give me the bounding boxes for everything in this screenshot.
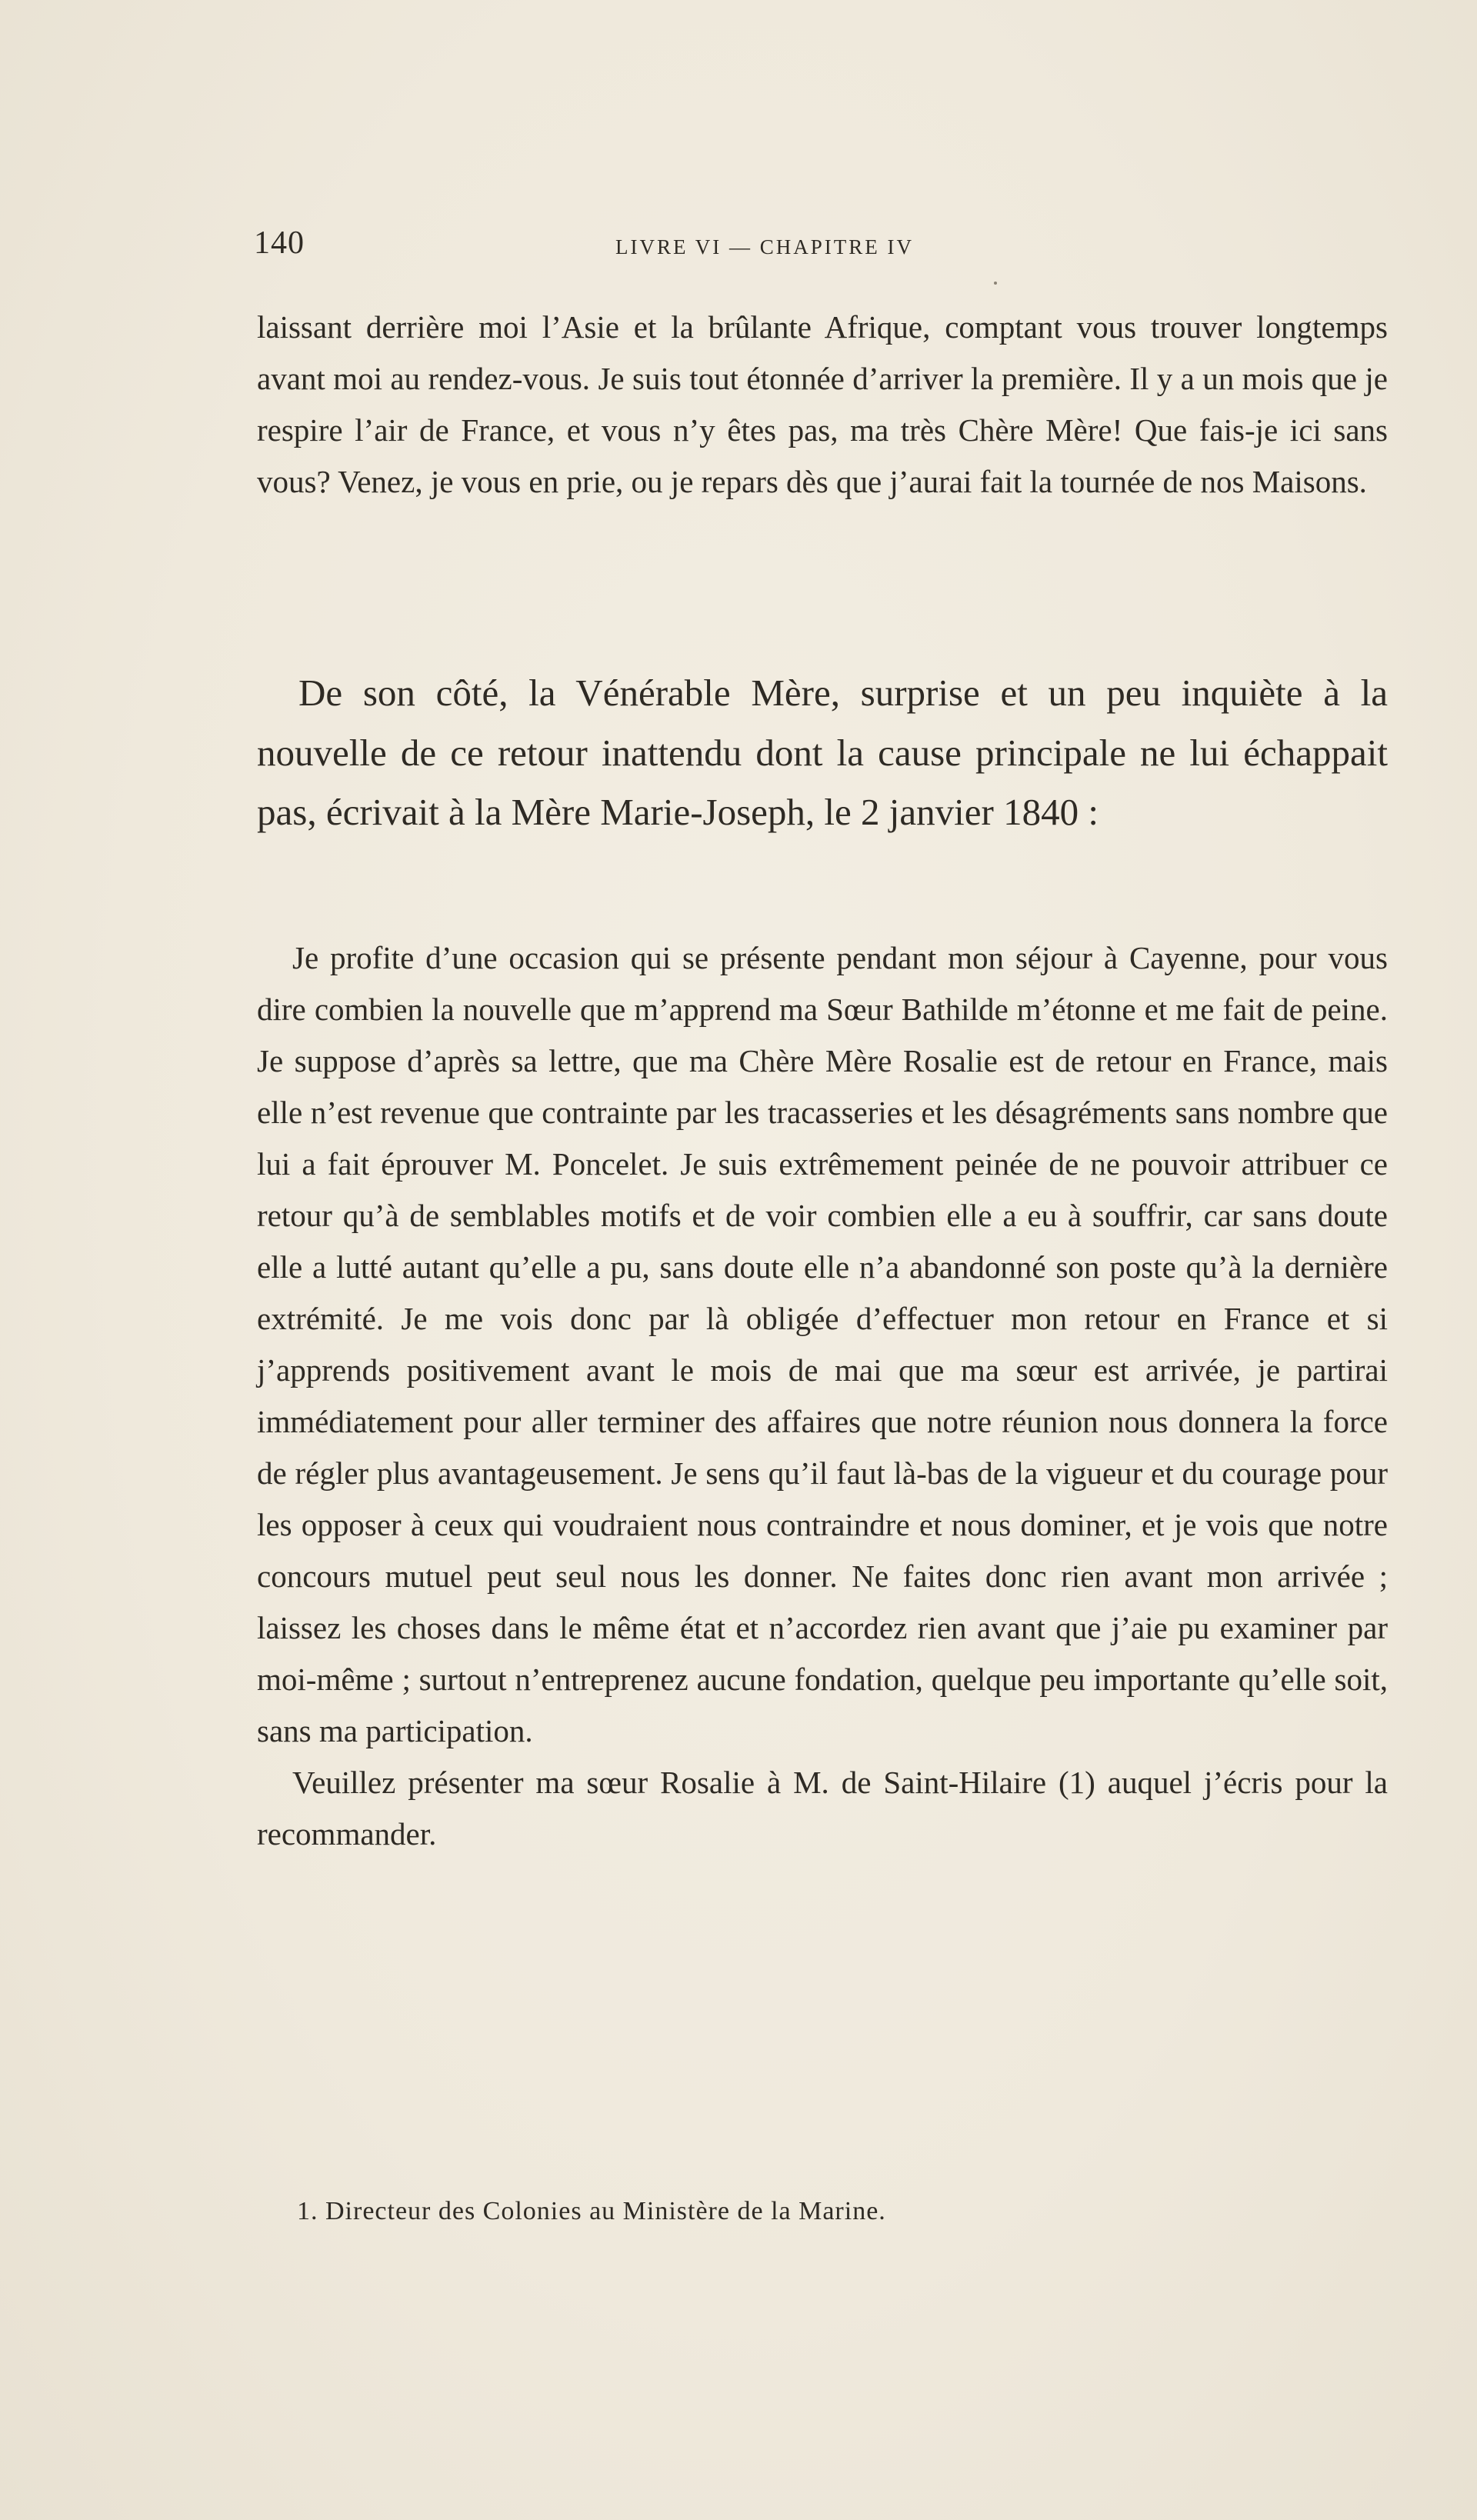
letter-paragraph-2: Veuillez présenter ma sœur Rosalie à M. de Saint-Hilaire (1) auquel j’écris pour la recommander. bbox=[257, 1765, 1388, 1852]
letter-continuation bbox=[257, 302, 1388, 508]
ink-speck bbox=[994, 282, 997, 285]
narration-paragraph bbox=[257, 663, 1388, 842]
narration-text: De son côté, la Vénérable Mère, surprise et un peu inquiète à la nouvelle de ce retour inattendu dont la cause principale ne lui échappait pas, écrivait à la Mère Marie-Joseph, le 2 janvier 1840 : bbox=[257, 672, 1388, 833]
letter-paragraph-1: Je profite d’une occasion qui se présente pendant mon séjour à Cayenne, pour vous dire combien la nouvelle que m’apprend ma Sœur Bathilde m’étonne et me fait de peine. Je suppose d’après sa lettre, que ma Chère Mère Rosalie est de retour en France, mais elle n’est revenue que contrainte par les tracasseries et les désagréments sans nombre que lui a fait éprouver M. Poncelet. Je suis extrêmement peinée de ne pouvoir attribuer ce retour qu’à de semblables motifs et de voir combien elle a eu à souffrir, car sans doute elle a lutté autant qu’elle a pu, sans doute elle n’a abandonné son poste qu’à la dernière extrémité. Je me vois donc par là obligée d’effectuer mon retour en France et si j’apprends positivement avant le mois de mai que ma sœur est arrivée, je partirai immédiatement pour aller terminer des affaires que notre réunion nous donnera la force de régler plus avantageusement. Je sens qu’il faut là-bas de la vigueur et du courage pour les opposer à ceux qui voudraient nous contraindre et nous dominer, et je vois que notre concours mutuel peut seul nous les donner. Ne faites donc rien avant mon arrivée ; laissez les choses dans le même état et n’accordez rien avant que j’aie pu examiner par moi-même ; surtout n’entreprenez aucune fondation, quelque peu importante qu’elle soit, sans ma participation. bbox=[257, 940, 1388, 1748]
letter-continuation-paragraph: laissant derrière moi l’Asie et la brûlante Afrique, comptant vous trouver longtemps avant moi au rendez-vous. Je suis tout étonnée d’arriver la première. Il y a un mois que je respire l’air de France, et vous n’y êtes pas, ma très Chère Mère! Que fais-je ici sans vous? Venez, je vous en prie, ou je repars dès que j’aurai fait la tournée de nos Maisons. bbox=[257, 309, 1388, 499]
page-header bbox=[254, 225, 1386, 271]
page-number: 140 bbox=[254, 225, 305, 261]
running-head: LIVRE VI — CHAPITRE IV bbox=[615, 235, 914, 258]
quoted-letter bbox=[257, 932, 1388, 1860]
footnote: 1. Directeur des Colonies au Ministère de la Marine. bbox=[297, 2197, 886, 2225]
